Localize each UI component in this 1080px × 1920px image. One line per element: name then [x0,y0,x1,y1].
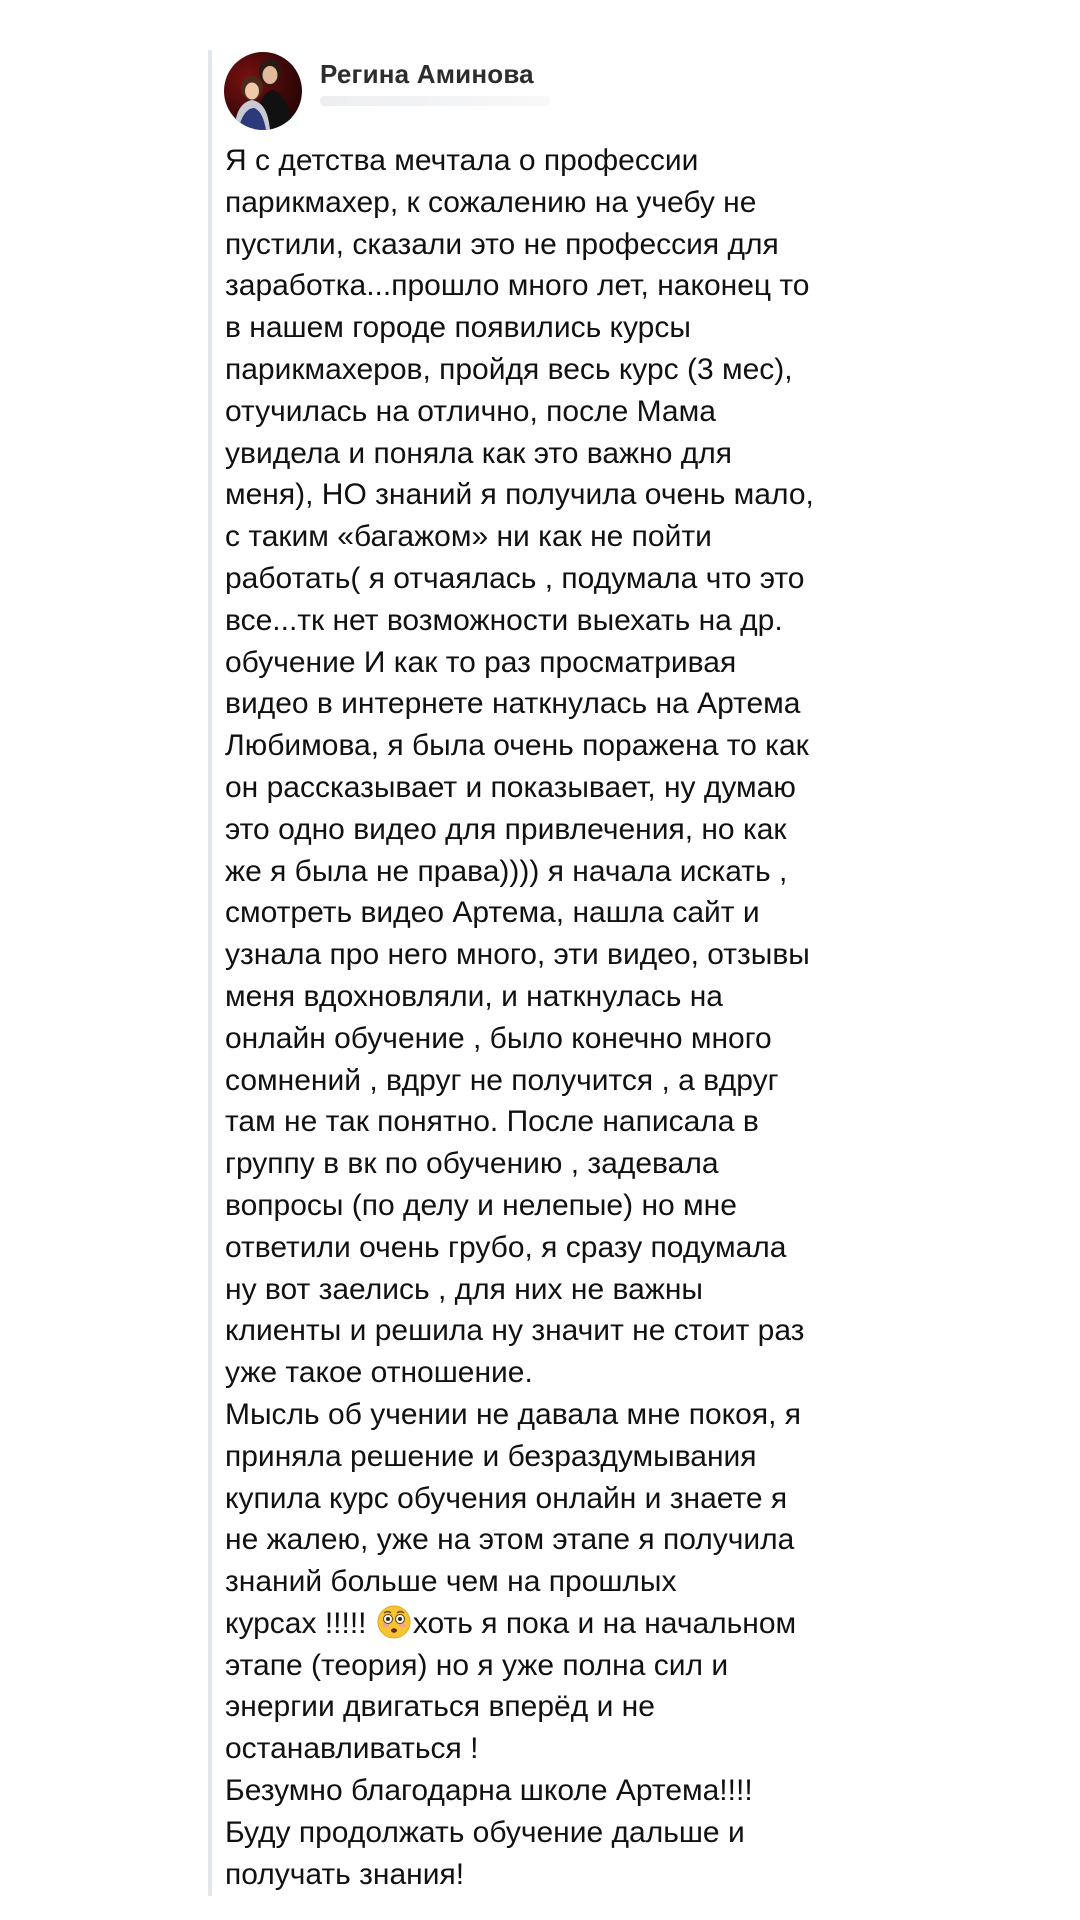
author-subtitle-placeholder [320,96,550,106]
post-text [225,140,885,1895]
post-text-part-2: хоть я пока и на начальном этапе (теория) но я уже полна сил и энергии двигаться вперёд и не останавливаться ! Безумно благодарна школе Артема!!!! Буду продолжать обучение дальше и получать знания! [225,1606,797,1891]
post-text-part-1: Я с детства мечтала о профессии парикмахер, к сожалению на учебу не пустили, сказали это не профессия для заработка...прошло много лет, наконец то в нашем городе появились курсы парикмахеров, пройдя весь курс (3 мес), отучилась на отлично, после Мама увидела и поняла как это важно для меня), НО знаний я получила очень мало, с таким «багажом» ни как не пойти работать( я отчаялась , подумала что это все...тк нет возможности выехать на др. обучение И как то раз просматривая видео в интернете наткнулась на Артема Любимова, я была очень поражена то как он рассказывает и показывает, ну думаю это одно видео для привлечения, но как же я была не права)))) я начала искать , смотреть видео Артема, нашла сайт и узнала про него много, эти видео, отзывы меня вдохновляли, и наткнулась на онлайн обучение , было конечно много сомнений , вдруг не получится , а вдруг там не так понятно. После написала в группу в вк по обучению , задевала вопросы (по делу и нелепые) но мне ответили очень грубо, я сразу подумала ну вот заелись , для них не важны клиенты и решила ну значит не стоит раз уже такое отношение. Мысль об учении не давала мне покоя, я приняла решение и безраздумывания купила курс обучения онлайн и знаете я не жалею, уже на этом этапе я получила знаний больше чем на прошлых курсах !!!!! [225,144,814,1640]
avatar[interactable] [224,52,302,130]
avatar-photo-icon [224,52,302,130]
author-name[interactable]: Регина Аминова [320,59,534,89]
quote-bar [208,50,212,1896]
author-header [224,52,550,132]
flushed-face-emoji-icon [377,1605,411,1639]
